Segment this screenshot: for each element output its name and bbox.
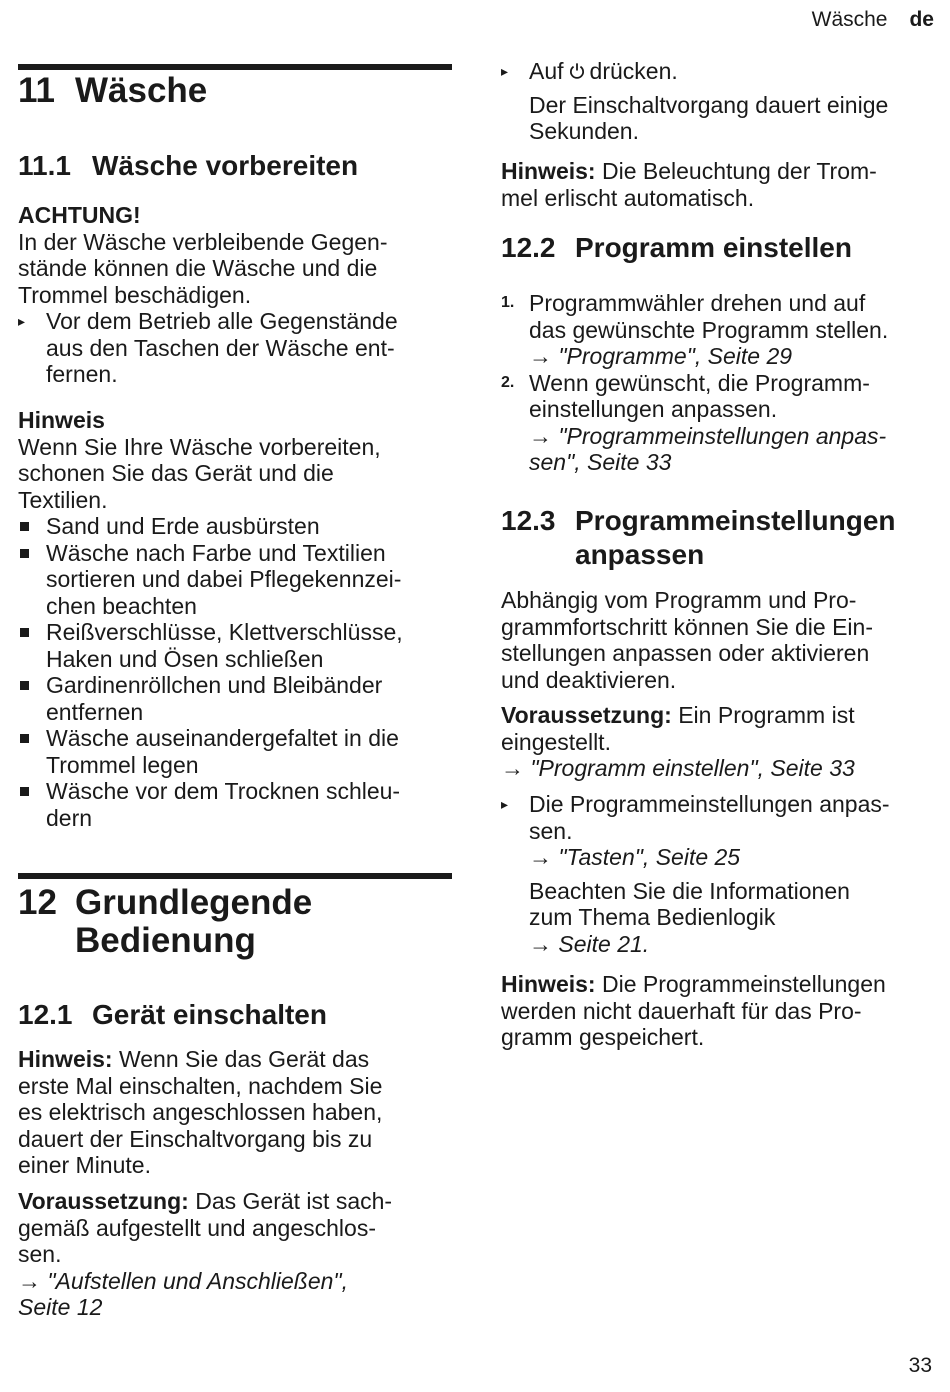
list-item: Wäsche nach Farbe und Textilien sortieren und dabei Pflegekennzei- chen beachten (18, 540, 452, 620)
arrow-right-icon: → (529, 844, 552, 870)
chapter-11-heading: 11 Wäsche (18, 71, 208, 110)
note-label: Hinweis: (18, 1046, 113, 1072)
lighting-note: Hinweis: Die Beleuchtung der Trom- mel erlischt automatisch. (501, 158, 877, 211)
settings-intro: Abhängig vom Programm und Pro- grammfortschritt können Sie die Ein- stellungen anpassen oder aktivieren und deaktivieren. (501, 587, 873, 693)
note-block (18, 407, 452, 831)
cross-reference-link[interactable]: → "Programm einstellen", Seite 33 (501, 755, 855, 781)
page-number: 33 (908, 1354, 932, 1377)
list-item: Sand und Erde ausbürsten (18, 513, 452, 540)
square-bullet-icon (20, 734, 29, 743)
step-marker-icon: ▸ (501, 796, 509, 812)
step-info: Beachten Sie die Informationen zum Thema Bedienlogik → Seite 21. (529, 877, 850, 957)
list-item: Reißverschlüsse, Klettverschlüsse, Haken und Ösen schließen (18, 619, 452, 672)
square-bullet-icon (20, 628, 29, 637)
arrow-right-icon: → (529, 930, 552, 957)
warning-text: In der Wäsche verbleibende Gegen- stände können die Wäsche und die Trommel beschädigen. (18, 228, 388, 308)
section-11-1-heading: 11.1 Wäsche vorbereiten (18, 150, 359, 181)
power-on-requirement: Voraussetzung: Das Gerät ist sach- gemäß aufgestellt und angeschlos- sen. → "Aufstellen und Anschließen", Seite 12 (18, 1188, 452, 1321)
arrow-right-icon: → (529, 343, 552, 369)
header-section: Wäsche (811, 8, 888, 31)
header-language: de (909, 8, 934, 31)
arrow-right-icon: → (529, 422, 552, 449)
step-result: Der Einschaltvorgang dauert einige Sekunden. (529, 91, 889, 144)
program-steps (501, 290, 937, 476)
requirement-label: Voraussetzung: (18, 1188, 189, 1214)
square-bullet-icon (20, 787, 29, 796)
power-on-step: ▸ Auf drücken. Der Einschaltvorgang dauert einige Sekunden. (501, 58, 937, 145)
list-item: 2. Wenn gewünscht, die Programm- einstellungen anpassen. → "Programmeinstellungen anpas- sen", Seite 33 (501, 369, 887, 475)
power-icon (568, 62, 586, 80)
cross-reference-link[interactable]: → "Programme", Seite 29 (529, 343, 793, 369)
square-bullet-icon (20, 522, 29, 531)
chapter-rule (18, 873, 452, 879)
cross-reference-link[interactable]: → "Programmeinstellungen anpas- sen", Seite 33 (529, 422, 887, 475)
note-label: Hinweis: (501, 158, 596, 184)
square-bullet-icon (20, 549, 29, 558)
note-text: Wenn Sie Ihre Wäsche vorbereiten, schonen Sie das Gerät und die Textilien. (18, 433, 381, 513)
step-marker-icon: ▸ (18, 313, 26, 329)
list-item: 1. Programmwähler drehen und auf das gewünschte Programm stellen. → "Programme", Seite 29 (501, 290, 889, 369)
section-12-2-heading: 12.2 Programm einstellen (501, 232, 852, 263)
warning-step: ▸ Vor dem Betrieb alle Gegenstände aus den Taschen der Wäsche ent- fernen. (18, 308, 398, 387)
list-item: Wäsche vor dem Trocknen schleu- dern (18, 778, 452, 831)
preparation-list (18, 513, 452, 831)
settings-requirement: Voraussetzung: Ein Programm ist eingestellt. → "Programm einstellen", Seite 33 (501, 702, 937, 782)
arrow-right-icon: → (501, 755, 524, 781)
power-on-note: Hinweis: Wenn Sie das Gerät das erste Mal einschalten, nachdem Sie es elektrisch angeschlossen haben, dauert der Einschaltvorgang bis zu einer Minute. (18, 1046, 383, 1178)
warning-label: ACHTUNG! (18, 202, 141, 228)
running-header (812, 8, 934, 32)
settings-note: Hinweis: Die Programmeinstellungen werden nicht dauerhaft für das Pro- gramm gespeichert. (501, 971, 886, 1050)
requirement-label: Voraussetzung: (501, 702, 672, 728)
chapter-12-heading: 12 Grundlegende Bedienung (18, 883, 313, 960)
cross-reference-link[interactable]: → Seite 21. (529, 930, 650, 957)
note-label: Hinweis (18, 407, 105, 433)
arrow-right-icon: → (18, 1267, 41, 1294)
chapter-rule (18, 64, 452, 70)
note-label: Hinweis: (501, 971, 596, 997)
section-12-1-heading: 12.1 Gerät einschalten (18, 999, 327, 1030)
settings-step: ▸ Die Programmeinstellungen anpas- sen. → "Tasten", Seite 25 Beachten Sie die Informationen zum Thema Bedienlogik → Seite 21. (501, 791, 937, 957)
list-item: Gardinenröllchen und Bleibänder entfernen (18, 672, 452, 725)
step-marker-icon: ▸ (501, 63, 509, 79)
warning-block (18, 202, 452, 388)
cross-reference-link[interactable]: → "Aufstellen und Anschließen", Seite 12 (18, 1267, 348, 1320)
section-12-3-heading: 12.3 Programmeinstellungen anpassen (501, 505, 896, 570)
cross-reference-link[interactable]: → "Tasten", Seite 25 (529, 844, 741, 870)
list-item: Wäsche auseinandergefaltet in die Trommel legen (18, 725, 452, 778)
square-bullet-icon (20, 681, 29, 690)
